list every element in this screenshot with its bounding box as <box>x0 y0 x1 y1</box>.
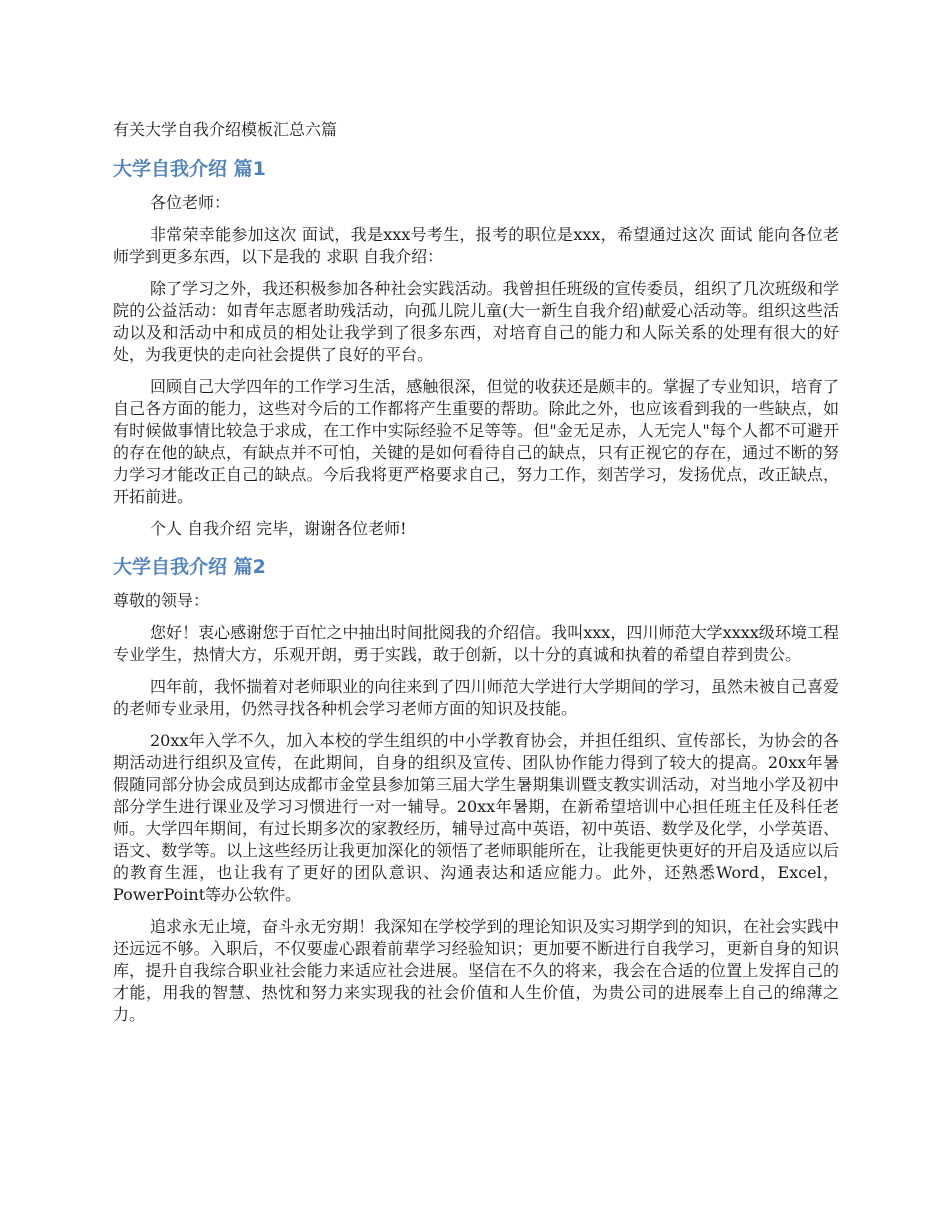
paragraph: 除了学习之外，我还积极参加各种社会实践活动。我曾担任班级的宣传委员，组织了几次班级和学院的公益活动：如青年志愿者助残活动，向孤儿院儿童(大一新生自我介绍)献爱心活动等。组织这些活动以及和活动中和成员的相处让我学到了很多东西，对培育自己的能力和人际关系的处理有很大的好处，为我更快的走向社会提供了良好的平台。 <box>113 279 839 364</box>
paragraph: 非常荣幸能参加这次 面试，我是xxx号考生，报考的职位是xxx，希望通过这次 面试 能向各位老师学到更多东西，以下是我的 求职 自我介绍： <box>113 225 839 266</box>
section-2 <box>113 554 839 1026</box>
salutation: 尊敬的领导： <box>113 591 210 610</box>
salutation: 各位老师： <box>150 193 231 212</box>
paragraph: 四年前，我怀揣着对老师职业的向往来到了四川师范大学进行大学期间的学习，虽然未被自己喜爱的老师专业录用，仍然寻找各种机会学习老师方面的知识及技能。 <box>113 677 839 718</box>
paragraph: 追求永无止境，奋斗永无穷期！我深知在学校学到的理论知识及实习期学到的知识，在社会实践中还远远不够。入职后，不仅要虚心跟着前辈学习经验知识；更加要不断进行自我学习，更新自身的知识库，提升自我综合职业社会能力来适应社会进展。坚信在不久的将来，我会在合适的位置上发挥自己的才能，用我的智慧、热忱和努力来实现我的社会价值和人生价值，为贵公司的进展奉上自己的绵薄之力。 <box>113 917 839 1024</box>
section-heading: 大学自我介绍 篇2 <box>113 556 266 578</box>
paragraph: 20xx年入学不久，加入本校的学生组织的中小学教育协会，并担任组织、宣传部长，为协会的各期活动进行组织及宣传，在此期间，自身的组织及宣传、团队协作能力得到了较大的提高。20xx年暑假随同部分协会成员到达成都市金堂县参加第三届大学生暑期集训暨支教实训活动，对当地小学及初中部分学生进行课业及学习习惯进行一对一辅导。20xx年暑期，在新希望培训中心担任班主任及科任老师。大学四年期间，有过长期多次的家教经历，辅导过高中英语，初中英语、数学及化学，小学英语、语文、数学等。以上这些经历让我更加深化的领悟了老师职能所在，让我能更快更好的开启及适应以后的教育生涯，也让我有了更好的团队意识、沟通表达和适应能力。此外，还熟悉Word，Excel，PowerPoint等办公软件。 <box>113 731 839 904</box>
section-1 <box>113 156 839 540</box>
paragraph: 您好！衷心感谢您于百忙之中抽出时间批阅我的介绍信。我叫xxx，四川师范大学xxxx级环境工程专业学生，热情大方，乐观开朗，勇于实践，敢于创新，以十分的真诚和执着的希望自荐到贵公。 <box>113 623 839 664</box>
paragraph: 回顾自己大学四年的工作学习生活，感触很深，但觉的收获还是颇丰的。掌握了专业知识，培育了自己各方面的能力，这些对今后的工作都将产生重要的帮助。除此之外，也应该看到我的一些缺点，如有时候做事情比较急于求成，在工作中实际经验不足等等。但"金无足赤，人无完人"每个人都不可避开的存在他的缺点，有缺点并不可怕，关键的是如何看待自己的缺点，只有正视它的存在，通过不断的努力学习才能改正自己的缺点。今后我将更严格要求自己，努力工作，刻苦学习，发扬优点，改正缺点，开拓前进。 <box>113 377 839 506</box>
closing-line: 个人 自我介绍 完毕，谢谢各位老师! <box>150 519 407 538</box>
document-page <box>113 118 839 1036</box>
document-title: 有关大学自我介绍模板汇总六篇 <box>113 120 338 139</box>
section-heading: 大学自我介绍 篇1 <box>113 158 266 180</box>
